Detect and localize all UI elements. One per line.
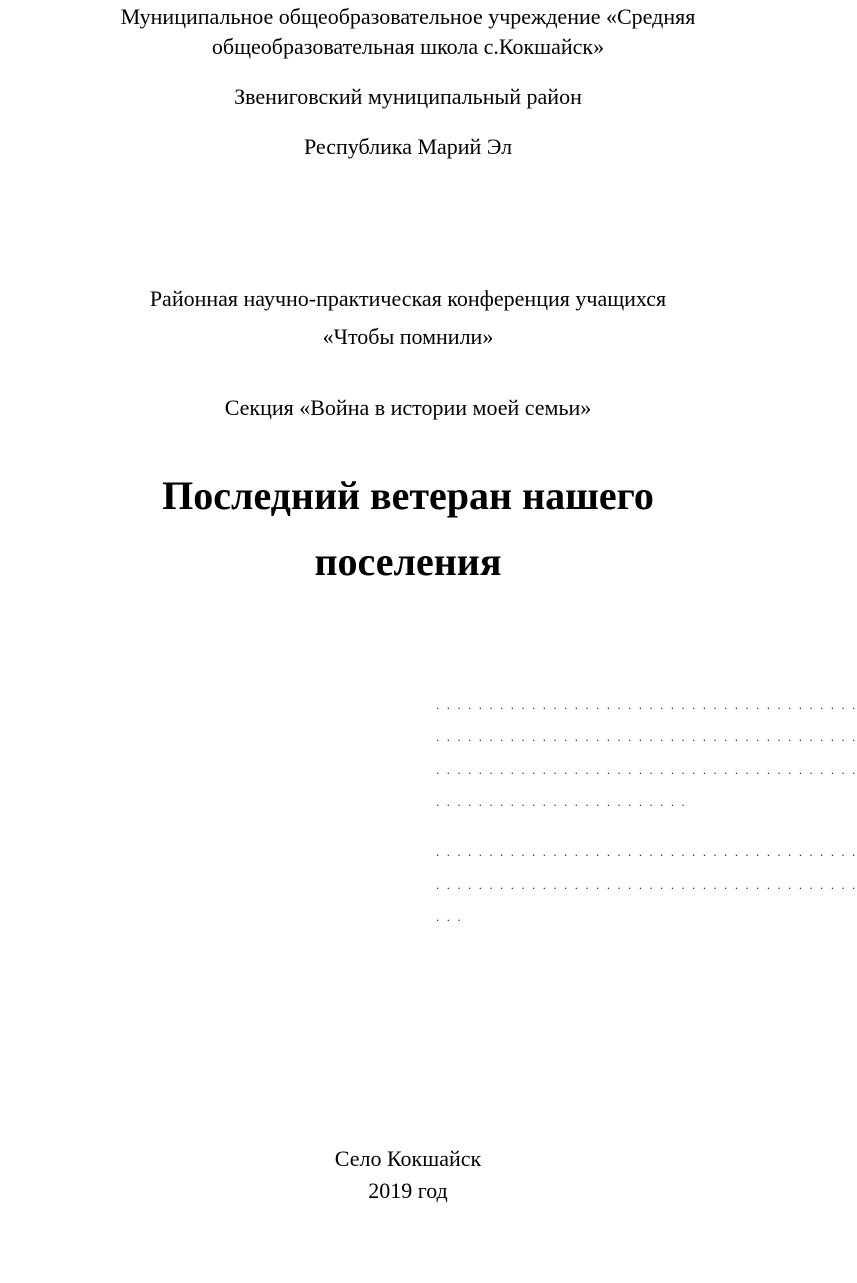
dotted-line: . . . . . . . . . . . . . . . . . . . . . . . . . . . . . . . . . . . . . . . . bbox=[436, 763, 857, 777]
school-name-line-2: общеобразовательная школа с.Кокшайск» bbox=[211, 34, 605, 59]
dotted-line: . . . . . . . . . . . . . . . . . . . . . . . . . . . . . . . . . . . . . . . . bbox=[436, 698, 857, 712]
dotted-line: . . . . . . . . . . . . . . . . . . . . . . . . . . . . . . . . . . . . . . . . bbox=[436, 878, 857, 892]
republic-name: Республика Марий Эл bbox=[303, 134, 513, 159]
conference-section: Секция «Война в истории моей семьи» bbox=[224, 395, 592, 420]
dotted-line: . . . bbox=[436, 910, 463, 924]
year: 2019 год bbox=[368, 1178, 448, 1203]
work-title-line-2: поселения bbox=[314, 539, 502, 584]
dotted-line: . . . . . . . . . . . . . . . . . . . . . . . . . . . . . . . . . . . . . . . . bbox=[436, 730, 857, 744]
conference-name: Районная научно-практическая конференция учащихся bbox=[149, 286, 667, 311]
place-name: Село Кокшайск bbox=[334, 1146, 482, 1171]
district-name: Звениговский муниципальный район bbox=[234, 84, 582, 109]
conference-motto: «Чтобы помнили» bbox=[322, 324, 494, 349]
school-name-line-1: Муниципальное общеобразовательное учреждение «Средняя bbox=[120, 4, 696, 29]
dotted-line: . . . . . . . . . . . . . . . . . . . . . . . . . . . . . . . . . . . . . . . . bbox=[436, 845, 857, 859]
dotted-line: . . . . . . . . . . . . . . . . . . . . . . . . bbox=[436, 795, 687, 809]
work-title-line-1: Последний ветеран нашего bbox=[162, 473, 654, 518]
